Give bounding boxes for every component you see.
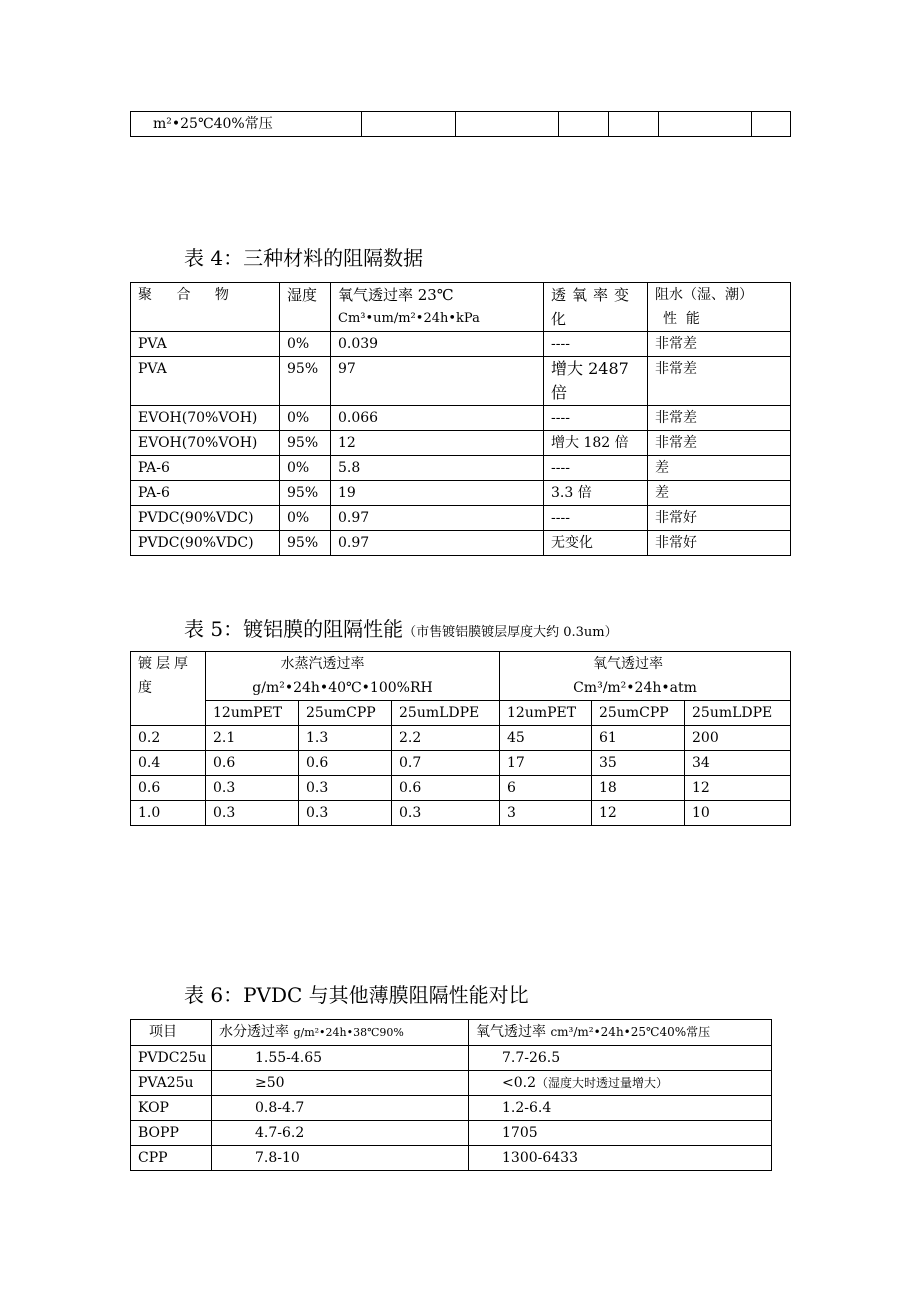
cell-humidity: 0% xyxy=(280,406,331,431)
cell-water: 非常差 xyxy=(648,406,791,431)
cell-humidity: 0% xyxy=(280,332,331,357)
cell-value: 0.6 xyxy=(392,776,500,801)
cell-oxygen xyxy=(469,1121,772,1146)
table-row xyxy=(131,481,791,506)
cell-item: CPP xyxy=(131,1146,212,1171)
cell-water: 非常好 xyxy=(648,531,791,556)
cell-water: 差 xyxy=(648,481,791,506)
cell-water: 非常差 xyxy=(648,332,791,357)
table-row xyxy=(131,1146,772,1171)
cell-value: 12 xyxy=(592,801,685,826)
header-film: 25umCPP xyxy=(592,701,685,726)
cell-change: ---- xyxy=(544,332,648,357)
cell-value: 34 xyxy=(685,751,791,776)
table-row xyxy=(131,726,791,751)
cell-value: 0.6 xyxy=(206,751,299,776)
cell-polymer: PA-6 xyxy=(131,481,280,506)
header-water-vapor xyxy=(206,652,500,701)
header-oxygen-unit: cm³/m²•24h•25℃40%常压 xyxy=(550,1025,711,1039)
cell-humidity: 95% xyxy=(280,481,331,506)
cell-humidity: 0% xyxy=(280,456,331,481)
header-oxygen-unit: Cm³/m²•24h•atm xyxy=(573,680,697,696)
cell-polymer: PVA xyxy=(131,357,280,406)
header-water-vapor-unit: g/m²•24h•40℃•100%RH xyxy=(252,680,433,696)
cell-humidity: 95% xyxy=(280,431,331,456)
cell-oxygen-value: 7.7-26.5 xyxy=(502,1050,561,1066)
header-water-title: 阻水（湿、潮） xyxy=(655,287,753,303)
cell-oxygen xyxy=(469,1096,772,1121)
table-row xyxy=(131,506,791,531)
cell-polymer: PA-6 xyxy=(131,456,280,481)
table5-header-row xyxy=(131,652,791,701)
header-oxygen-title: 氧气透过率 xyxy=(593,656,663,672)
header-water-vapor-title: 水蒸汽透过率 xyxy=(280,656,365,672)
cell-polymer: EVOH(70%VOH) xyxy=(131,406,280,431)
header-film: 25umLDPE xyxy=(685,701,791,726)
table5-caption xyxy=(184,617,618,645)
table-row xyxy=(131,751,791,776)
table-row xyxy=(131,1121,772,1146)
cell-value: 0.3 xyxy=(299,801,392,826)
cell-polymer: PVA xyxy=(131,332,280,357)
cell-oxygen: 0.066 xyxy=(331,406,544,431)
cell-change: 增大 2487 倍 xyxy=(544,357,648,406)
cell-change: 增大 182 倍 xyxy=(544,431,648,456)
table-row xyxy=(131,332,791,357)
table-row xyxy=(131,456,791,481)
cell-water: ≥50 xyxy=(212,1071,469,1096)
table-row xyxy=(131,357,791,406)
cell-water: 非常好 xyxy=(648,506,791,531)
cell-value: 6 xyxy=(500,776,592,801)
cell-water: 非常差 xyxy=(648,357,791,406)
cell-item: KOP xyxy=(131,1096,212,1121)
cell-thickness: 0.4 xyxy=(131,751,206,776)
cell-item: PVA25u xyxy=(131,1071,212,1096)
table-row xyxy=(131,776,791,801)
cell-change: ---- xyxy=(544,506,648,531)
cell-value: 0.3 xyxy=(392,801,500,826)
cell-oxygen-value: <0.2 xyxy=(502,1075,536,1091)
cell-humidity: 0% xyxy=(280,506,331,531)
header-humidity: 湿度 xyxy=(280,283,331,332)
cell-value: 0.7 xyxy=(392,751,500,776)
top-fragment-table xyxy=(130,111,791,137)
cell-value: 35 xyxy=(592,751,685,776)
cell-oxygen: 0.039 xyxy=(331,332,544,357)
cell-value: 3 xyxy=(500,801,592,826)
table-row xyxy=(131,406,791,431)
table5-caption-title: 表 5：镀铝膜的阻隔性能 xyxy=(184,617,404,641)
table-row xyxy=(131,801,791,826)
cell-oxygen: 12 xyxy=(331,431,544,456)
table5-film-row xyxy=(131,701,791,726)
header-water xyxy=(648,283,791,332)
cell-value: 2.2 xyxy=(392,726,500,751)
cell-change: 3.3 倍 xyxy=(544,481,648,506)
cell-value: 45 xyxy=(500,726,592,751)
cell-value: 200 xyxy=(685,726,791,751)
cell-oxygen xyxy=(469,1046,772,1071)
header-oxygen-unit: Cm³•um/m²•24h•kPa xyxy=(338,311,480,326)
cell-oxygen-note: （湿度大时透过量增大） xyxy=(536,1076,669,1090)
table4-header-row xyxy=(131,283,791,332)
cell-oxygen: 0.97 xyxy=(331,506,544,531)
cell-thickness: 0.2 xyxy=(131,726,206,751)
header-film: 25umLDPE xyxy=(392,701,500,726)
table-row xyxy=(131,1096,772,1121)
header-water xyxy=(212,1020,469,1046)
cell-value: 0.3 xyxy=(299,776,392,801)
table6-caption: 表 6：PVDC 与其他薄膜阻隔性能对比 xyxy=(184,983,529,1007)
cell-water: 非常差 xyxy=(648,431,791,456)
header-film: 12umPET xyxy=(500,701,592,726)
table-row xyxy=(131,112,791,137)
header-water-perf: 性 能 xyxy=(663,311,700,327)
cell-change: ---- xyxy=(544,406,648,431)
header-oxygen xyxy=(469,1020,772,1046)
cell-value: 61 xyxy=(592,726,685,751)
header-oxygen-title: 氧气透过率 23℃ xyxy=(338,286,454,304)
cell-value: 0.3 xyxy=(206,801,299,826)
table6-header-row xyxy=(131,1020,772,1046)
cell-change: ---- xyxy=(544,456,648,481)
cell-value: 12 xyxy=(685,776,791,801)
cell-oxygen-value: 1300-6433 xyxy=(502,1150,578,1166)
cell-value: 18 xyxy=(592,776,685,801)
header-film: 12umPET xyxy=(206,701,299,726)
cell-oxygen xyxy=(469,1071,772,1096)
cell-water: 0.8-4.7 xyxy=(212,1096,469,1121)
header-oxygen xyxy=(500,652,791,701)
header-thickness: 镀层厚度 xyxy=(131,652,206,726)
cell-value: 0.6 xyxy=(299,751,392,776)
cell-oxygen: 0.97 xyxy=(331,531,544,556)
cell-water: 7.8-10 xyxy=(212,1146,469,1171)
table-row xyxy=(131,531,791,556)
header-oxygen-title: 氧气透过率 xyxy=(476,1024,546,1040)
cell-polymer: PVDC(90%VDC) xyxy=(131,531,280,556)
table-row xyxy=(131,431,791,456)
header-change: 透氧率变化 xyxy=(544,283,648,332)
cell-value: 2.1 xyxy=(206,726,299,751)
cell-polymer: EVOH(70%VOH) xyxy=(131,431,280,456)
header-polymer: 聚 合 物 xyxy=(131,283,280,332)
cell-oxygen: 19 xyxy=(331,481,544,506)
cell-water: 1.55-4.65 xyxy=(212,1046,469,1071)
header-film: 25umCPP xyxy=(299,701,392,726)
header-water-unit: g/m²•24h•38℃90% xyxy=(293,1026,404,1039)
table-row xyxy=(131,1046,772,1071)
cell-thickness: 0.6 xyxy=(131,776,206,801)
cell-thickness: 1.0 xyxy=(131,801,206,826)
table6 xyxy=(130,1019,772,1171)
cell-item: BOPP xyxy=(131,1121,212,1146)
table-cell: m²•25℃40%常压 xyxy=(131,112,362,137)
cell-value: 17 xyxy=(500,751,592,776)
table4 xyxy=(130,282,791,556)
cell-humidity: 95% xyxy=(280,531,331,556)
header-item: 项目 xyxy=(131,1020,212,1046)
header-water-title: 水分透过率 xyxy=(219,1024,289,1040)
cell-water: 差 xyxy=(648,456,791,481)
cell-oxygen: 97 xyxy=(331,357,544,406)
cell-polymer: PVDC(90%VDC) xyxy=(131,506,280,531)
cell-oxygen: 5.8 xyxy=(331,456,544,481)
table4-caption: 表 4：三种材料的阻隔数据 xyxy=(184,246,424,270)
table5 xyxy=(130,651,791,826)
cell-humidity: 95% xyxy=(280,357,331,406)
cell-oxygen-value: 1705 xyxy=(502,1125,538,1141)
cell-value: 10 xyxy=(685,801,791,826)
cell-value: 1.3 xyxy=(299,726,392,751)
table-row xyxy=(131,1071,772,1096)
table5-caption-note: （市售镀铝膜镀层厚度大约 0.3um） xyxy=(403,625,618,640)
header-oxygen xyxy=(331,283,544,332)
cell-oxygen-value: 1.2-6.4 xyxy=(502,1100,552,1116)
cell-change: 无变化 xyxy=(544,531,648,556)
cell-value: 0.3 xyxy=(206,776,299,801)
cell-item: PVDC25u xyxy=(131,1046,212,1071)
cell-oxygen xyxy=(469,1146,772,1171)
cell-water: 4.7-6.2 xyxy=(212,1121,469,1146)
